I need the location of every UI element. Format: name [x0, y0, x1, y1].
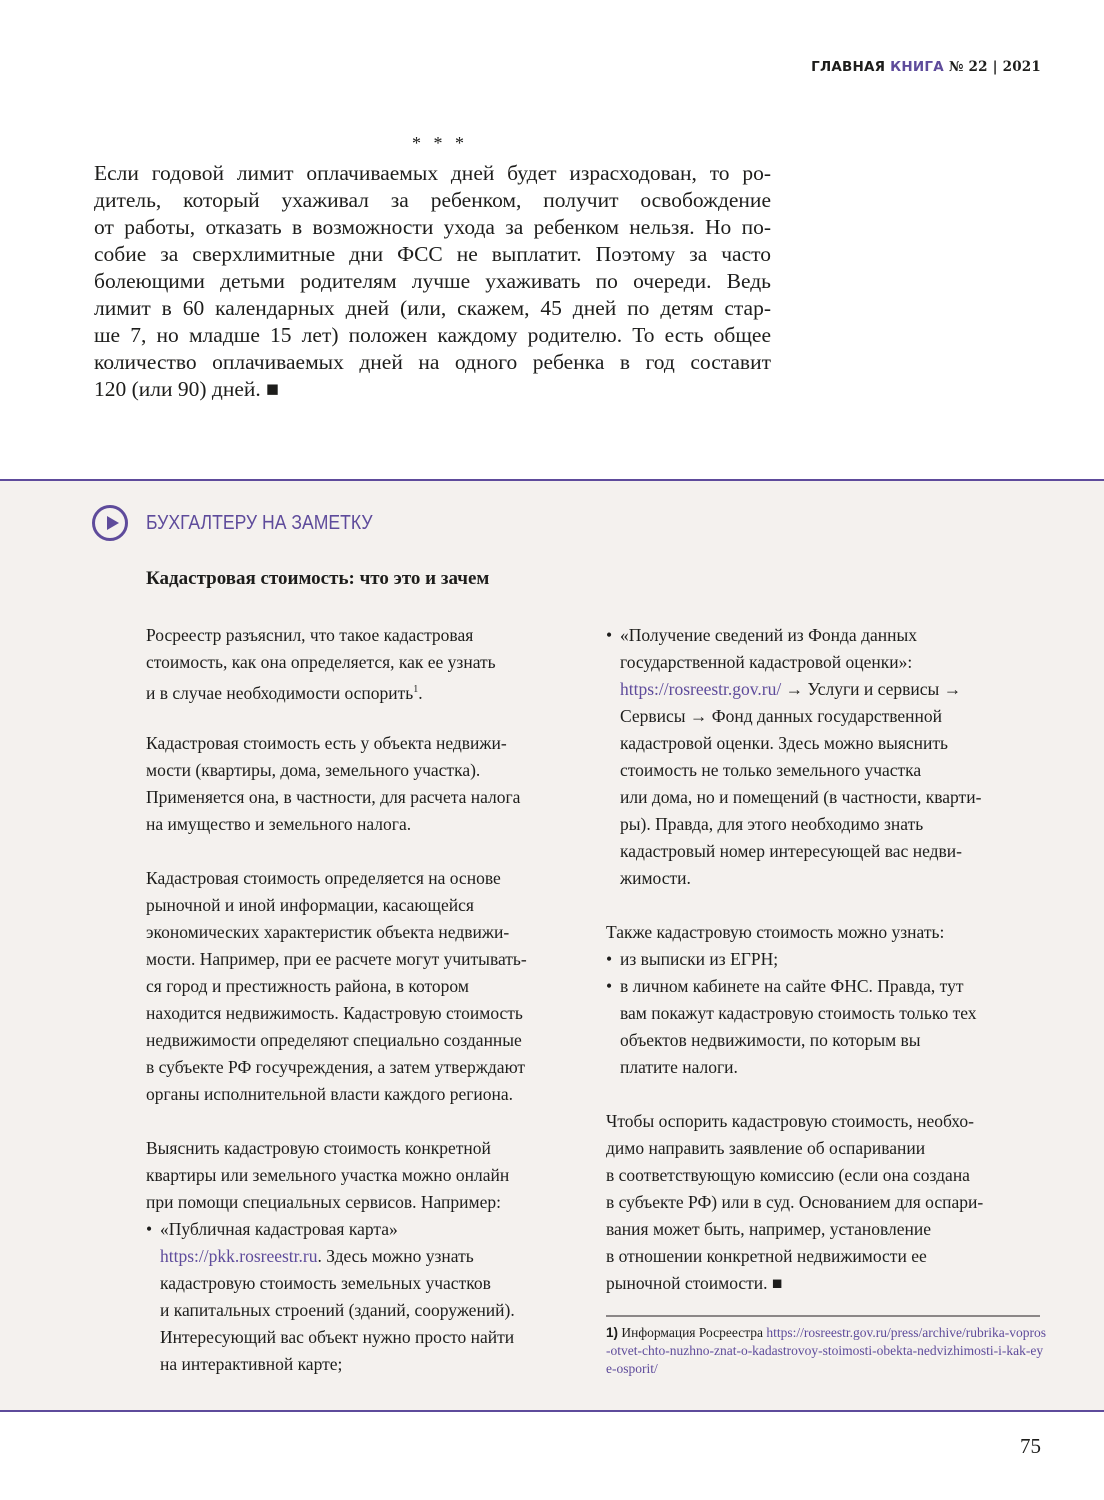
text: квартиры или земельного участка можно онлайн	[146, 1165, 510, 1185]
text: Росреестр разъяснил, что такое кадастровая	[146, 625, 474, 645]
link[interactable]: https://rosreestr.gov.ru/	[620, 679, 782, 699]
text: рыночной и иной информации, касающейся	[146, 895, 474, 915]
text: Кадастровая стоимость есть у объекта недвижи-	[146, 733, 507, 753]
text-line	[606, 703, 1046, 730]
text: платите налоги.	[620, 1057, 738, 1077]
section-separator: * * *	[412, 133, 468, 153]
text: находится недвижимость. Кадастровую стоимость	[146, 1003, 523, 1023]
text-line	[146, 892, 586, 919]
footnote-marker: 1)	[606, 1325, 619, 1340]
article-ending	[94, 160, 771, 403]
text: Интересующий вас объект нужно просто найти	[160, 1327, 515, 1347]
play-icon	[92, 505, 128, 541]
text: недвижимости определяют специально созданные	[146, 1030, 522, 1050]
page-number: 75	[1020, 1434, 1041, 1458]
blank-line	[146, 1108, 586, 1135]
blank-line	[606, 892, 1046, 919]
text-line: 120 (или 90) дней. ■	[94, 377, 280, 401]
text: объектов недвижимости, по которым вы	[620, 1030, 921, 1050]
text-line	[146, 1162, 586, 1189]
text: из выписки из ЕГРН;	[620, 949, 779, 969]
text-line	[606, 622, 1046, 649]
footnote-text: Информация Росреестра	[621, 1325, 764, 1340]
text: рыночной стоимости. ■	[606, 1273, 783, 1293]
text-line	[146, 1351, 586, 1378]
text-line	[146, 1324, 586, 1351]
text-line: дитель, который ухаживал за ребенком, получит освобождение	[94, 188, 771, 212]
text-line	[146, 973, 586, 1000]
text-line	[146, 1216, 586, 1243]
text-line	[606, 919, 1046, 946]
text-line	[146, 1054, 586, 1081]
text-line	[606, 946, 1046, 973]
text-line	[146, 811, 586, 838]
brand-accent: КНИГА	[890, 59, 944, 75]
text: Применяется она, в частности, для расчета налога	[146, 787, 521, 807]
link[interactable]: https://pkk.rosreestr.ru	[160, 1246, 318, 1266]
rubric-title: БУХГАЛТЕРУ НА ЗАМЕТКУ	[146, 512, 373, 534]
text-line	[146, 622, 586, 649]
footnote	[606, 1324, 1046, 1378]
text: стоимость не только земельного участка	[620, 760, 922, 780]
text: Кадастровая стоимость определяется на основе	[146, 868, 501, 888]
text-line: лимит в 60 календарных дней (или, скажем, 45 дней по детям стар-	[94, 296, 771, 320]
text-line	[606, 757, 1046, 784]
text: государственной кадастровой оценки»:	[620, 652, 913, 672]
text-line	[146, 730, 586, 757]
text: Сервисы → Фонд данных государственной	[620, 706, 943, 726]
text-line	[606, 838, 1046, 865]
text-line	[146, 946, 586, 973]
text: при помощи специальных сервисов. Например:	[146, 1192, 501, 1212]
text-line	[606, 784, 1046, 811]
text-line: болеющими детьми родителям лучше ухаживать по очереди. Ведь	[94, 269, 771, 293]
text: Также кадастровую стоимость можно узнать:	[606, 922, 945, 942]
text: на имущество и земельного налога.	[146, 814, 412, 834]
blank-line	[146, 703, 586, 730]
left-column	[146, 622, 586, 1378]
text-line	[606, 649, 1046, 676]
text-line	[606, 811, 1046, 838]
text: . Здесь можно узнать	[317, 1246, 474, 1266]
text: в субъекте РФ) или в суд. Основанием для оспари-	[606, 1192, 984, 1212]
text-line	[606, 1162, 1046, 1189]
right-column	[606, 622, 1046, 1297]
text: в отношении конкретной недвижимости ее	[606, 1246, 927, 1266]
text: мости. Например, при ее расчете могут учитывать-	[146, 949, 527, 969]
text-line	[146, 1081, 586, 1108]
text-line	[606, 1108, 1046, 1135]
text-line	[606, 1027, 1046, 1054]
text-line	[146, 1297, 586, 1324]
blank-line	[606, 1081, 1046, 1108]
text-line	[146, 649, 586, 676]
text-line: ше 7, но младше 15 лет) положен каждому родителю. То есть общее	[94, 323, 771, 347]
text-line	[606, 1000, 1046, 1027]
footnote-ref[interactable]: 1	[413, 684, 419, 695]
text-line	[606, 1189, 1046, 1216]
text: стоимость, как она определяется, как ее узнать	[146, 652, 496, 672]
text: «Публичная кадастровая карта»	[160, 1219, 398, 1239]
text: экономических характеристик объекта недвижи-	[146, 922, 510, 942]
text-line	[146, 1135, 586, 1162]
text-line	[606, 730, 1046, 757]
text: кадастровую стоимость земельных участков	[160, 1273, 491, 1293]
text-line	[146, 919, 586, 946]
text: «Получение сведений из Фонда данных	[620, 625, 917, 645]
text-line	[146, 1000, 586, 1027]
bullet: •	[146, 1219, 153, 1239]
text: вания может быть, например, установление	[606, 1219, 932, 1239]
text: в соответствующую комиссию (если она создана	[606, 1165, 970, 1185]
blank-line	[146, 838, 586, 865]
text-line	[146, 676, 586, 703]
text-line	[146, 1270, 586, 1297]
text-line	[146, 1243, 586, 1270]
text: .	[418, 682, 423, 703]
text-line	[606, 676, 1046, 703]
text-line	[606, 865, 1046, 892]
text: и в случае необходимости оспорить	[146, 682, 414, 703]
text: ры). Правда, для этого необходимо знать	[620, 814, 924, 834]
text: вам покажут кадастровую стоимость только тех	[620, 1003, 977, 1023]
text: в субъекте РФ госучреждения, а затем утверждают	[146, 1057, 526, 1077]
text-line	[146, 757, 586, 784]
text-line	[146, 784, 586, 811]
text: Выяснить кадастровую стоимость конкретной	[146, 1138, 491, 1158]
box-title: Кадастровая стоимость: что это и зачем	[146, 568, 490, 589]
text: органы исполнительной власти каждого региона.	[146, 1084, 514, 1104]
text: в личном кабинете на сайте ФНС. Правда, тут	[620, 976, 964, 996]
text-line	[146, 1189, 586, 1216]
running-header	[811, 59, 1041, 75]
text-line	[606, 1216, 1046, 1243]
text: мости (квартиры, дома, земельного участка).	[146, 760, 481, 780]
text-line	[146, 1027, 586, 1054]
footnote-divider	[606, 1315, 1040, 1317]
text: димо направить заявление об оспаривании	[606, 1138, 926, 1158]
text: или дома, но и помещений (в частности, кварти-	[620, 787, 982, 807]
text-line	[606, 973, 1046, 1000]
text: и капитальных строений (зданий, сооружений).	[160, 1300, 515, 1320]
text: ся город и престижность района, в котором	[146, 976, 469, 996]
bullet: •	[606, 625, 613, 645]
bullet: •	[606, 949, 613, 969]
text-line	[606, 1243, 1046, 1270]
text: кадастровой оценки. Здесь можно выяснить	[620, 733, 949, 753]
bullet: •	[606, 976, 613, 996]
text: → Услуги и сервисы →	[781, 679, 962, 699]
issue-number: № 22 | 2021	[948, 59, 1041, 75]
text-line	[146, 865, 586, 892]
text: жимости.	[620, 868, 691, 888]
text: Чтобы оспорить кадастровую стоимость, необхо-	[606, 1111, 974, 1131]
text-line: собие за сверхлимитные дни ФСС не выплатит. Поэтому за часто	[94, 242, 771, 266]
brand-main: ГЛАВНАЯ	[811, 59, 886, 75]
text-line	[606, 1135, 1046, 1162]
text-line	[606, 1054, 1046, 1081]
text: кадастровый номер интересующей вас недви-	[620, 841, 962, 861]
text-line: количество оплачиваемых дней на одного ребенка в год составит	[94, 350, 771, 374]
text-line	[606, 1270, 1046, 1297]
text-line: от работы, отказать в возможности ухода за ребенком нельзя. Но по-	[94, 215, 771, 239]
footnote-link[interactable]: https://rosreestr.gov.ru/press/archive/rubrika-vopros-otvet-chto-nuzhno-znat-o-kadastrovoy-stoimosti-obekta-nedvizhimosti-i-kak-eye-osporit/	[606, 1325, 1046, 1376]
text-line: Если годовой лимит оплачиваемых дней будет израсходован, то ро-	[94, 161, 771, 185]
text: на интерактивной карте;	[160, 1354, 343, 1374]
